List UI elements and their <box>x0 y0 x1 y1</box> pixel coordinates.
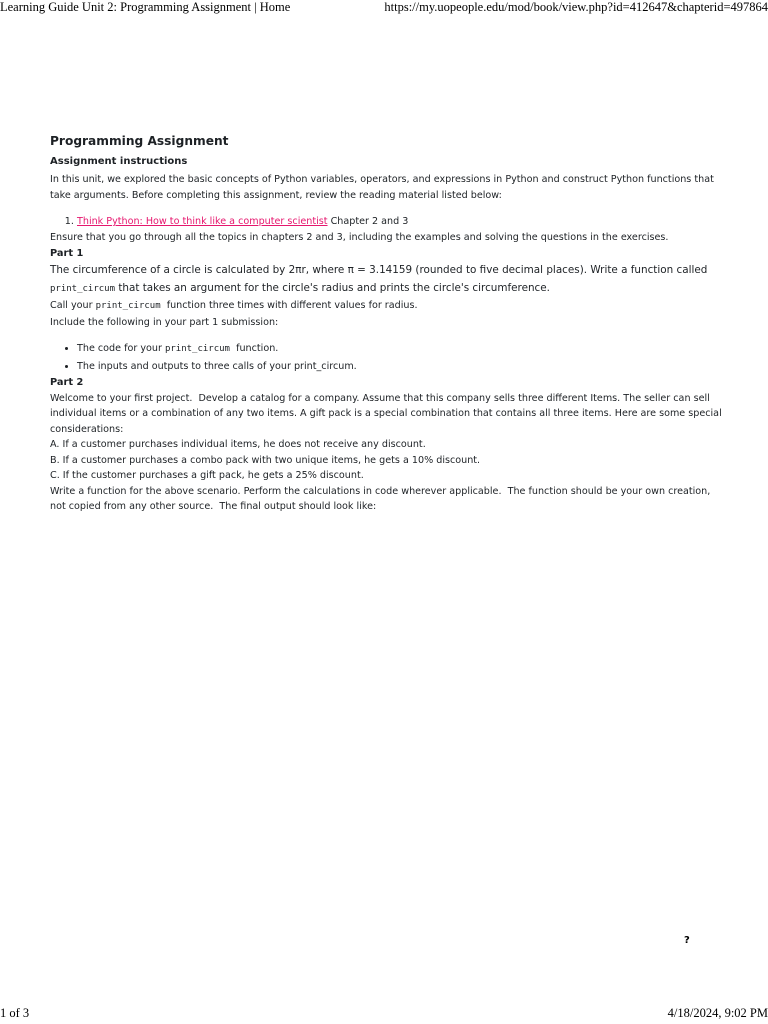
part1-include-paragraph: Include the following in your part 1 submission: <box>50 316 279 328</box>
print-footer <box>0 1006 768 1024</box>
page-subtitle: Assignment instructions <box>50 156 188 167</box>
part2-heading: Part 2 <box>50 377 84 388</box>
part2-consideration-c: C. If the customer purchases a gift pack, he gets a 25% discount. <box>50 470 364 481</box>
part1-heading: Part 1 <box>50 247 84 259</box>
part1-call-a: Call your <box>50 300 96 311</box>
bullet1-code: print_circum <box>164 344 230 354</box>
reading-item <box>77 213 722 230</box>
part1-text-b: that takes an argument for the circle's radius and prints the circle's circumference. <box>115 282 550 294</box>
page-title: Programming Assignment <box>50 134 229 148</box>
part1-description <box>50 261 722 298</box>
help-button[interactable]: ? <box>684 935 690 946</box>
part2-welcome-paragraph: Welcome to your first project. Develop a catalog for a company. Assume that this company sells three different Items. The seller can sell individual items or a combination of any two items. A gift pack is a special combination that contains all three items. Here are some special considerations: <box>50 392 725 435</box>
list-item <box>77 340 722 358</box>
ensure-paragraph: Ensure that you go through all the topics in chapters 2 and 3, including the examples and solving the questions in the exercises. <box>50 232 669 243</box>
reading-suffix: Chapter 2 and 3 <box>327 216 409 227</box>
part1-submission-list <box>50 340 722 375</box>
part2-write-paragraph: Write a function for the above scenario. Perform the calculations in code wherever applicable. The function should be your own creation, not copied from any other source. The final output should look like: <box>50 485 714 512</box>
intro-paragraph: In this unit, we explored the basic concepts of Python variables, operators, and expressions in Python and construct Python functions that take arguments. Before completing this assignment, review the reading material listed below: <box>50 174 714 201</box>
reading-list <box>50 213 722 230</box>
page-count: 1 of 3 <box>0 1006 30 1020</box>
print-timestamp: 4/18/2024, 9:02 PM <box>667 1006 768 1020</box>
part2-consideration-a: A. If a customer purchases individual items, he does not receive any discount. <box>50 439 426 450</box>
part1-code: print_circum <box>50 284 116 294</box>
part2-consideration-b: B. If a customer purchases a combo pack with two unique items, he gets a 10% discount. <box>50 454 481 466</box>
part1-call-paragraph <box>50 298 722 315</box>
print-header-title: Learning Guide Unit 2: Programming Assignment | Home <box>0 0 291 14</box>
print-header-url: https://my.uopeople.edu/mod/book/view.php?id=412647&chapterid=497864 <box>384 0 768 14</box>
part1-call-b: function three times with different values for radius. <box>160 300 418 311</box>
think-python-link[interactable]: Think Python: How to think like a computer scientist <box>77 216 328 227</box>
bullet1-text-b: function. <box>229 343 279 354</box>
part1-call-code: print_circum <box>95 301 161 311</box>
print-header <box>0 0 768 18</box>
part1-text-a: The circumference of a circle is calculated by 2πr, where π = 3.14159 (rounded to five decimal places). Write a function called <box>50 264 708 276</box>
list-item: • The inputs and outputs to three calls of your print_circum. <box>77 358 722 375</box>
assignment-content <box>50 133 725 515</box>
bullet1-text-a: The code for your <box>77 343 165 354</box>
